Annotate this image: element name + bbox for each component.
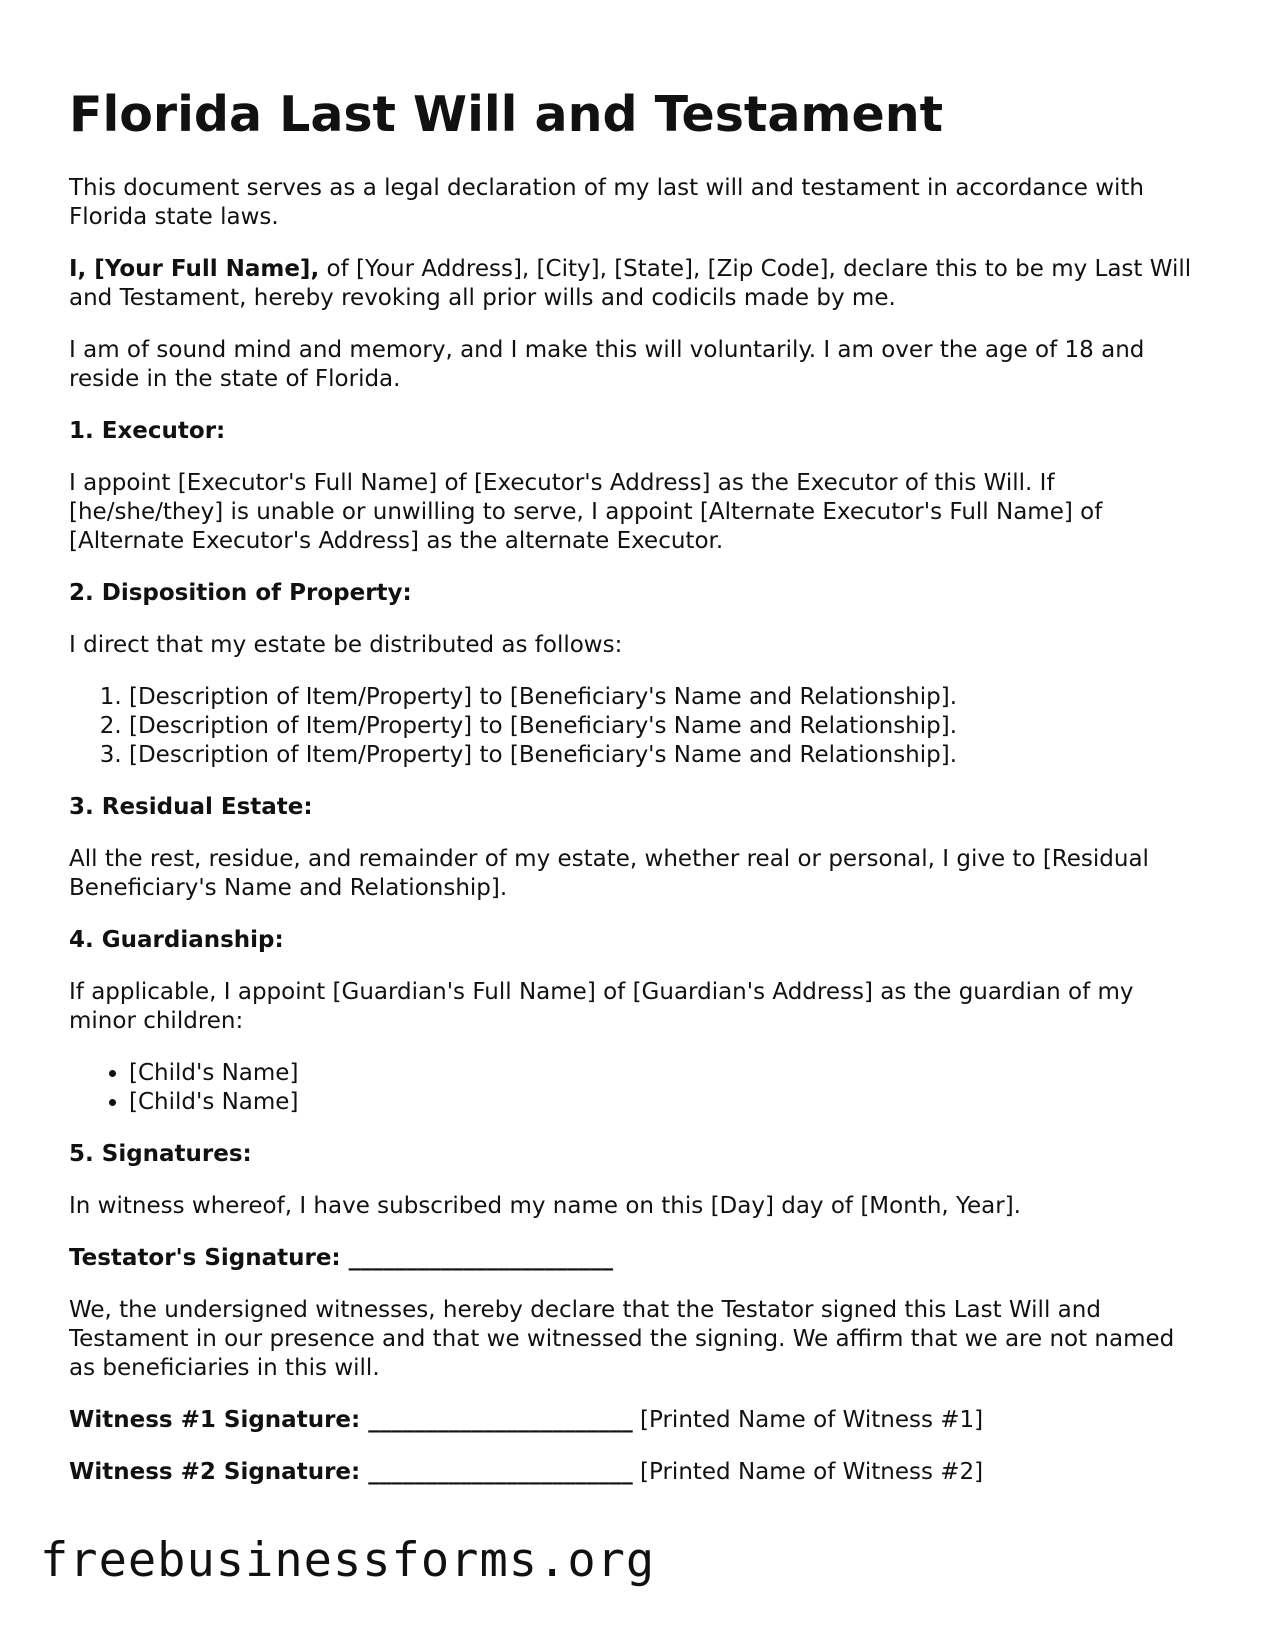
intro-paragraph: This document serves as a legal declaration of my last will and testament in accordance with Florida state laws. — [69, 175, 1145, 230]
guardianship-heading: 4. Guardianship: — [69, 927, 284, 953]
document-page — [69, 84, 1199, 1510]
residual-paragraph: All the rest, residue, and remainder of my estate, whether real or personal, I give to [Residual Beneficiary's Name and Relationship]. — [69, 846, 1149, 901]
witness-whereof-paragraph: In witness whereof, I have subscribed my name on this [Day] day of [Month, Year]. — [69, 1193, 1021, 1219]
disposition-item: 1. [Description of Item/Property] to [Beneficiary's Name and Relationship]. — [129, 683, 1199, 712]
witness2-printed-name: [Printed Name of Witness #2] — [632, 1459, 984, 1485]
signatures-heading: 5. Signatures: — [69, 1141, 252, 1167]
watermark-text: freebusinessforms.org — [40, 1533, 656, 1588]
witness1-printed-name: [Printed Name of Witness #1] — [632, 1407, 984, 1433]
executor-paragraph: I appoint [Executor's Full Name] of [Executor's Address] as the Executor of this Will. If [he/she/they] is unable or unwilling to serve, I appoint [Alternate Executor's Full Name] of [Alternate Executor's Address] as the alternate Executor. — [69, 470, 1103, 554]
disposition-item: 3. [Description of Item/Property] to [Beneficiary's Name and Relationship]. — [129, 741, 1199, 770]
declaration-paragraph — [69, 255, 1199, 313]
children-list — [69, 1059, 1199, 1117]
witness2-signature-line — [69, 1458, 1199, 1487]
testator-signature-line — [69, 1244, 1199, 1273]
child-item: • [Child's Name] — [129, 1059, 1199, 1088]
guardianship-paragraph: If applicable, I appoint [Guardian's Full Name] of [Guardian's Address] as the guardian of my minor children: — [69, 979, 1134, 1034]
sound-mind-paragraph: I am of sound mind and memory, and I make this will voluntarily. I am over the age of 18 and reside in the state of Florida. — [69, 337, 1145, 392]
child-item: • [Child's Name] — [129, 1088, 1199, 1117]
witness2-signature-label: Witness #2 Signature: _______________________ — [69, 1459, 633, 1485]
executor-heading: 1. Executor: — [69, 418, 226, 444]
witness1-signature-label: Witness #1 Signature: _______________________ — [69, 1407, 633, 1433]
disposition-paragraph: I direct that my estate be distributed as follows: — [69, 632, 623, 658]
witness-declaration-paragraph: We, the undersigned witnesses, hereby declare that the Testator signed this Last Will and Testament in our presence and that we witnessed the signing. We affirm that we are not named as beneficiaries in this will. — [69, 1297, 1175, 1381]
residual-heading: 3. Residual Estate: — [69, 794, 313, 820]
document-title: Florida Last Will and Testament — [69, 86, 944, 143]
disposition-list — [69, 683, 1199, 770]
disposition-heading: 2. Disposition of Property: — [69, 580, 412, 606]
witness1-signature-line — [69, 1406, 1199, 1435]
disposition-item: 2. [Description of Item/Property] to [Beneficiary's Name and Relationship]. — [129, 712, 1199, 741]
declaration-text: of [Your Address], [City], [State], [Zip Code], declare this to be my Last Will and Testament, hereby revoking all prior wills and codicils made by me. — [69, 256, 1192, 311]
testator-name: I, [Your Full Name], — [69, 256, 320, 282]
testator-signature-label: Testator's Signature: _______________________ — [69, 1245, 614, 1271]
